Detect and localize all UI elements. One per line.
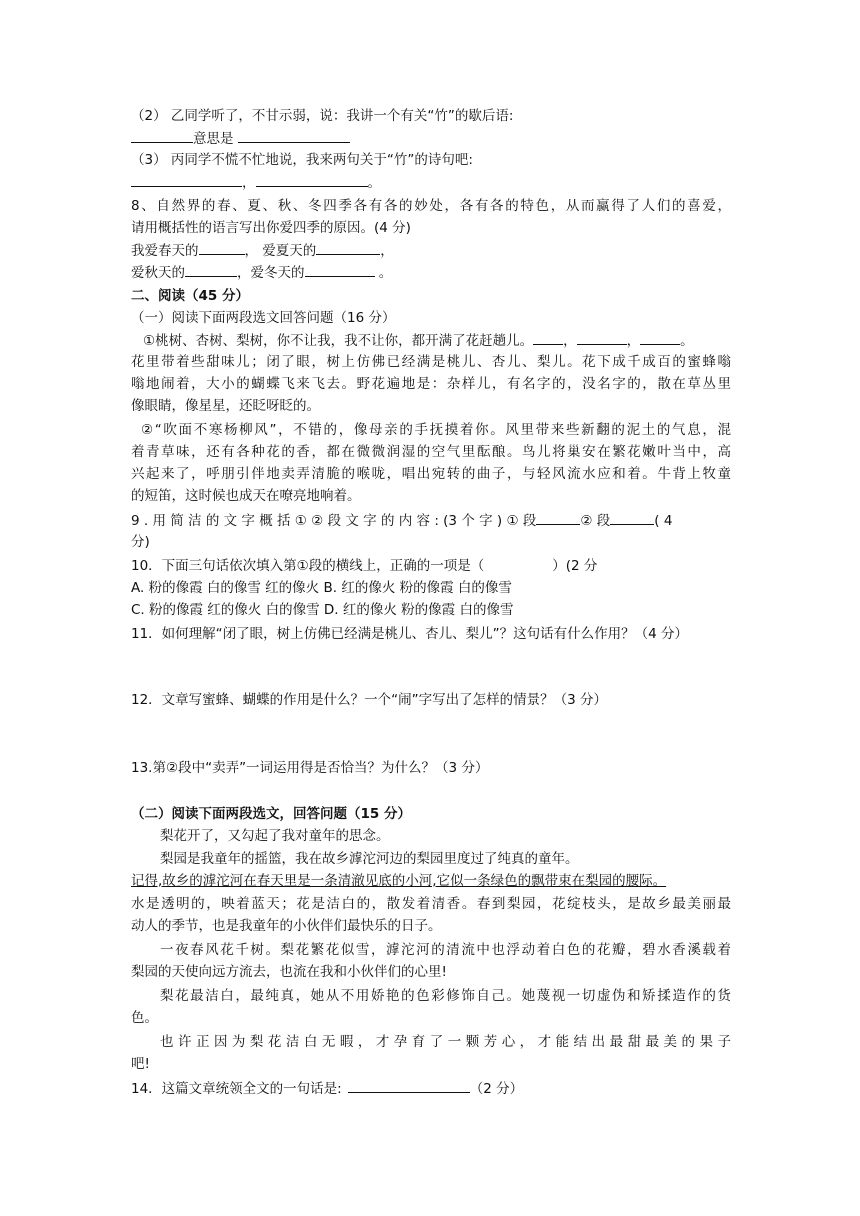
answer-blank[interactable] [316, 239, 380, 255]
q10-points: ）(2 分 [552, 558, 598, 574]
q8-prompt-line2: 请用概括性的语言写出你爱四季的原因。(4 分) [131, 220, 411, 236]
passage2-para5-line1: 梨花最洁白，最纯真，她从不用娇艳的色彩修饰自己。她蔑视一切虚伪和矫揉造作的货 [160, 988, 731, 1004]
passage2-para2: 梨园是我童年的摇篮，我在故乡滹沱河边的梨园里度过了纯真的童年。 [160, 851, 579, 867]
meaning-label: 意思是 [193, 131, 234, 147]
q8-prompt-line1: 8、自然界的春、夏、秋、冬四季各有各的妙处，各有各的特色，从而赢得了人们的喜爱， [131, 198, 731, 214]
passage1-para2-line2: 着青草味，还有各种花的香，都在微微润湿的空气里酝酿。鸟儿将巢安在繁花嫩叶当中，高 [131, 444, 731, 460]
q11-prompt: 11．如何理解“闭了眼，树上仿佛已经满是桃儿、杏儿、梨儿”？这句话有什么作用？（4 分） [131, 626, 689, 642]
q12-prompt: 12．文章写蜜蜂、蝴蝶的作用是什么？一个“闹”字写出了怎样的情景？（3 分） [131, 692, 608, 708]
answer-blank[interactable] [536, 509, 580, 525]
passage1-para1-line4: 像眼睛，像星星，还眨呀眨的。 [131, 398, 320, 414]
passage2-para3-line3: 动人的季节，也是我童年的小伙伴们最快乐的日子。 [131, 918, 442, 934]
q9-prompt: 9 . 用 简 洁 的 文 字 概 括 ① ② 段 文 字 的 内 容 : (3 个 字 ) ① 段 [131, 513, 537, 529]
option-c[interactable]: C. 粉的像霞 红的像火 白的像雪 [131, 602, 320, 618]
answer-blank[interactable] [256, 171, 368, 187]
winter-label: ，爱冬天的 [237, 265, 305, 281]
option-b[interactable]: B. 红的像火 粉的像霞 白的像雪 [323, 580, 512, 596]
summer-label: ， 爱夏天的 [244, 243, 317, 259]
section-two-heading: 二、阅读（45 分） [131, 288, 249, 304]
answer-blank[interactable] [131, 127, 193, 143]
q10-options-ab [131, 577, 731, 599]
answer-blank[interactable] [348, 1077, 470, 1093]
passage2-para1: 梨花开了，又勾起了我对童年的思念。 [160, 828, 390, 844]
q10-text: 10．下面三句话依次填入第①段的横线上，正确的一项是（ [131, 558, 485, 574]
passage2-para4-line2: 梨园的天使向远方流去，也流在我和小伙伴们的心里! [131, 964, 447, 980]
q9-para2-label: ② 段 [580, 513, 611, 529]
passage1-para2-line1: ②“吹面不寒杨柳风”，不错的，像母亲的手抚摸着你。风里带来些新翻的泥土的气息，混 [141, 422, 731, 438]
answer-blank[interactable] [610, 509, 654, 525]
passage2-para6-line1: 也许正因为梨花洁白无暇，才孕育了一颗芳心，才能结出最甜最美的果子 [160, 1034, 731, 1050]
option-a[interactable]: A. 粉的像霞 白的像雪 红的像火 [131, 580, 320, 596]
answer-blank[interactable] [640, 329, 680, 345]
period-text: 。 [378, 265, 393, 281]
comma-text: ， [626, 333, 641, 349]
part-one-heading: （一）阅读下面两段选文回答问题（16 分） [131, 310, 396, 326]
autumn-label: 爱秋天的 [131, 265, 185, 281]
passage1-para1-line3: 嗡地闹着，大小的蝴蝶飞来飞去。野花遍地是：杂样儿，有名字的，没名字的，散在草丛里 [131, 376, 731, 392]
q9-points: ( 4 [654, 513, 673, 529]
passage1-para1-line1 [143, 329, 731, 352]
q7-part2-prompt: （2） 乙同学听了，不甘示弱，说：我讲一个有关“竹”的歇后语: [131, 108, 514, 124]
q7-part3-answer-line [131, 171, 731, 194]
answer-blank[interactable] [577, 329, 627, 345]
answer-blank[interactable] [185, 261, 237, 277]
passage2-para4-line1: 一夜春风花千树。梨花繁花似雪，滹沱河的清流中也浮动着白色的花瓣，碧水香溪载着 [160, 942, 731, 958]
passage1-para2-line4: 的短笛，这时候也成天在嘹亮地响着。 [131, 488, 361, 504]
period-text: 。 [680, 333, 694, 349]
q9-line1 [131, 509, 731, 532]
comma-text: ， [563, 333, 577, 349]
comma-text: ， [242, 175, 256, 191]
q9-line2: 分) [131, 534, 150, 550]
q14-prompt [131, 1077, 731, 1100]
q14-text: 14．这篇文章统领全文的一句话是: [131, 1081, 342, 1097]
answer-blank[interactable] [533, 329, 563, 345]
period-text: 。 [367, 175, 381, 191]
answer-blank[interactable] [131, 171, 242, 187]
q7-part2-answer-line [131, 127, 731, 150]
passage-text: ①桃树、杏树、梨树，你不让我，我不让你，都开满了花赶趟儿。 [143, 333, 534, 349]
passage2-para3-line2: 水是透明的，映着蓝天；花是洁白的，散发着清香。春到梨园，花绽枝头，是故乡最美丽最 [131, 896, 731, 912]
answer-blank[interactable] [305, 261, 375, 277]
spring-label: 我爱春天的 [131, 243, 199, 259]
passage2-underlined-sentence: 记得,故乡的滹沱河在春天里是一条清澈见底的小河,它似一条绿色的飘带束在梨园的腰际。 [131, 873, 667, 889]
passage2-para6-line2: 吧! [131, 1056, 150, 1072]
passage1-para2-line3: 兴起来了，呼朋引伴地卖弄清脆的喉咙，唱出宛转的曲子，与轻风流水应和着。牛背上牧童 [131, 466, 731, 482]
q7-part3-prompt: （3） 丙同学不慌不忙地说，我来两句关于“竹”的诗句吧: [131, 152, 473, 168]
option-d[interactable]: D. 红的像火 粉的像霞 白的像雪 [323, 602, 514, 618]
comma-text: ， [380, 243, 394, 259]
q13-prompt: 13.第②段中“卖弄”一词运用得是否恰当？为什么？（3 分） [131, 760, 489, 776]
answer-blank[interactable] [238, 127, 350, 143]
passage1-para1-line2: 花里带着些甜味儿；闭了眼，树上仿佛已经满是桃儿、杏儿、梨儿。花下成千成百的蜜蜂嗡 [131, 354, 731, 370]
q8-answer-line2 [131, 261, 731, 284]
q10-options-cd [131, 599, 731, 621]
part-two-heading: （二）阅读下面两段选文，回答问题（15 分） [131, 806, 411, 822]
q14-points: （2 分） [469, 1081, 524, 1097]
q8-answer-line1 [131, 239, 731, 262]
passage2-para5-line2: 色。 [131, 1010, 158, 1026]
q10-prompt [131, 555, 731, 577]
answer-blank[interactable] [199, 239, 245, 255]
